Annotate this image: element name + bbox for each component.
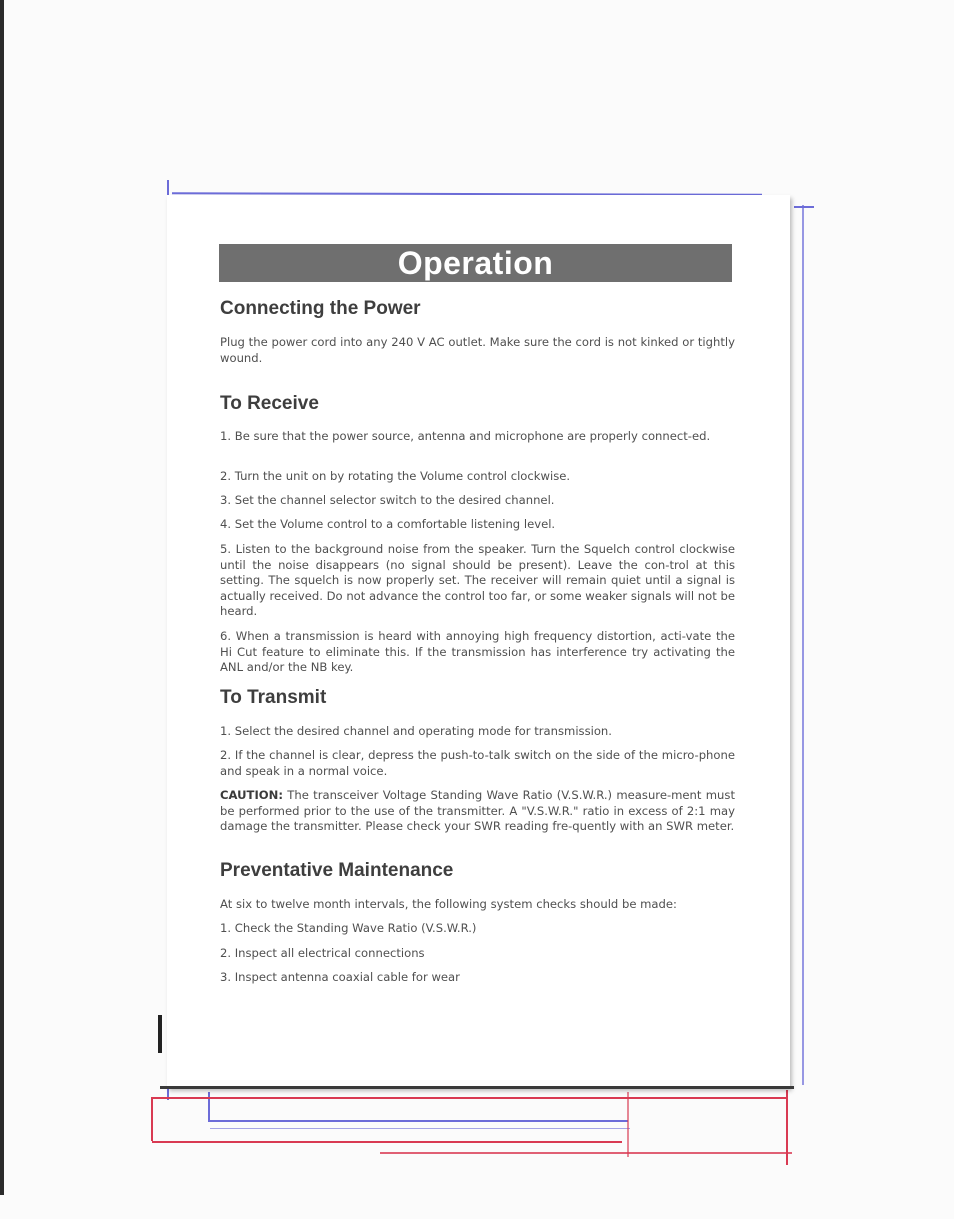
pen-red-top xyxy=(152,1097,788,1099)
maintenance-step-2: 2. Inspect all electrical connections xyxy=(220,946,425,960)
receive-step-1: 1. Be sure that the power source, antenna and microphone are properly connect-ed. xyxy=(220,429,711,443)
power-paragraph: Plug the power cord into any 240 V AC outlet. Make sure the cord is not kinked or tightly wound. xyxy=(220,335,735,365)
pen-tick-right xyxy=(794,206,814,208)
pen-line-bottom xyxy=(208,1120,628,1122)
heading-to-transmit: To Transmit xyxy=(220,687,327,708)
heading-connecting-power: Connecting the Power xyxy=(220,298,421,319)
page-shadow xyxy=(160,1086,794,1089)
maintenance-step-3: 3. Inspect antenna coaxial cable for wear xyxy=(220,970,460,984)
receive-step-3: 3. Set the channel selector switch to the desired channel. xyxy=(220,493,555,507)
maintenance-step-1: 1. Check the Standing Wave Ratio (V.S.W.R.) xyxy=(220,921,477,935)
caution-paragraph xyxy=(220,788,735,835)
receive-step-2: 2. Turn the unit on by rotating the Volume control clockwise. xyxy=(220,469,571,483)
receive-step-6: 6. When a transmission is heard with annoying high frequency distortion, acti-vate the Hi Cut feature to eliminate this. If the transmission has interference try activating the ANL and/or the NB key. xyxy=(220,629,735,675)
binding-mark xyxy=(158,1015,162,1053)
maintenance-intro: At six to twelve month intervals, the following system checks should be made: xyxy=(220,897,677,911)
transmit-step-2: 2. If the channel is clear, depress the push-to-talk switch on the side of the micro-phone and speak in a normal voice. xyxy=(220,748,735,778)
scan-edge xyxy=(0,0,4,1195)
pen-red-mid xyxy=(627,1092,629,1157)
pen-red-bottom xyxy=(152,1141,622,1143)
caution-label: CAUTION: xyxy=(220,788,283,802)
heading-preventative-maintenance: Preventative Maintenance xyxy=(220,860,454,881)
caution-text: The transceiver Voltage Standing Wave Ratio (V.S.W.R.) measure-ment must be performed prior to the use of the transmitter. A "V.S.W.R." ratio in excess of 2:1 may damage the transmitter. Please check your SWR reading fre-quently with an SWR meter. xyxy=(220,788,735,834)
page-title: Operation xyxy=(219,244,732,282)
pen-red-right xyxy=(786,1090,788,1165)
pen-red-bottom-2 xyxy=(380,1152,792,1154)
pen-line-bottom-2 xyxy=(210,1128,630,1129)
pen-line-right xyxy=(802,205,804,1085)
transmit-step-1: 1. Select the desired channel and operating mode for transmission. xyxy=(220,724,612,738)
pen-red-left xyxy=(151,1097,153,1141)
receive-step-5: 5. Listen to the background noise from the speaker. Turn the Squelch control clockwise until the noise disappears (no signal should be present). Leave the con-trol at this setting. The squelch is now properly set. The receiver will remain quiet until a signal is actually received. Do not advance the control too far, or some weaker signals will not be heard. xyxy=(220,542,735,619)
receive-step-4: 4. Set the Volume control to a comfortable listening level. xyxy=(220,517,556,531)
heading-to-receive: To Receive xyxy=(220,393,319,414)
